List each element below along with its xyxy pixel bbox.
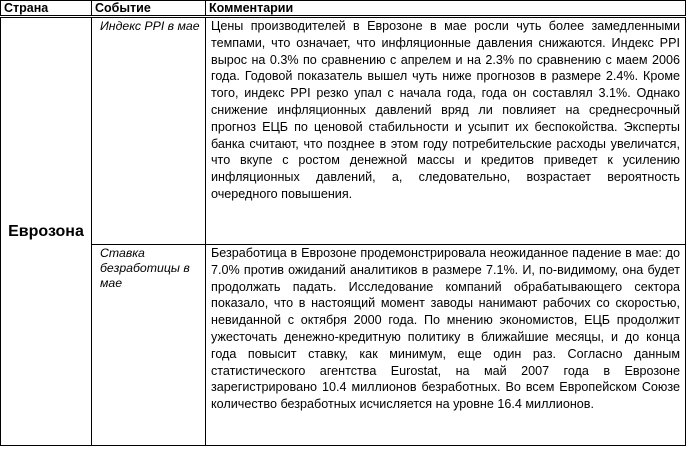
- header-comments: Комментарии: [206, 1, 686, 17]
- comment-cell-unemployment: [206, 245, 686, 446]
- comment-text-ppi: Цены производителей в Еврозоне в мае росли чуть более замедленными темпами, что означает, что инфляционные давления снижаются. Индекс PPI вырос на 0.3% по сравнению с апрелем и на 2.3% по сравнению с маем 2006 года. Годовой показатель вышел чуть ниже прогнозов в размере 2.4%. Кроме того, индекс PPI резко упал с начала года, года он составлял 3.1%. Однако снижение инфляционных давлений вряд ли повлияет на среднесрочный прогноз ЕЦБ по ценовой стабильности и усыпит их беспокойства. Эксперты банка считают, что позднее в этом году потребительские расходы увеличатся, что вкупе с ростом денежной массы и кредитов приведет к усилению инфляционных давлений, а, следовательно, возрастает вероятность очередного повышения.: [211, 19, 680, 201]
- event-cell-ppi: Индекс PPI в мае: [92, 17, 206, 245]
- header-row: [1, 1, 686, 17]
- table-row-ppi: [1, 17, 686, 245]
- table-row-unemployment: [1, 245, 686, 446]
- comment-cell-ppi: [206, 17, 686, 245]
- header-country: Страна: [1, 1, 92, 17]
- country-cell: Еврозона: [1, 17, 92, 446]
- event-cell-unemployment: Ставка безработицы в мае: [92, 245, 206, 446]
- comment-text-unemployment: Безработица в Еврозоне продемонстрировала неожиданное падение в мае: до 7.0% против ожиданий аналитиков в размере 7.1%. И, по-видимому, она будет продолжать падать. Исследование компаний обрабатывающего сектора показало, что в настоящий момент заводы нанимают рабочих со скоростью, невиданной с октября 2000 года. По мнению экономистов, ЕЦБ продолжит ужесточать денежно-кредитную политику в ближайшие месяцы, и до конца года повысит ставку, как минимум, еще один раз. Согласно данным статистического агентства Eurostat, на май 2007 года в Еврозоне зарегистрировано 10.4 миллионов безработных. Во всем Европейском Союзе количество безработных исчисляется на уровне 16.4 миллионов.: [211, 246, 680, 412]
- header-event: Событие: [92, 1, 206, 17]
